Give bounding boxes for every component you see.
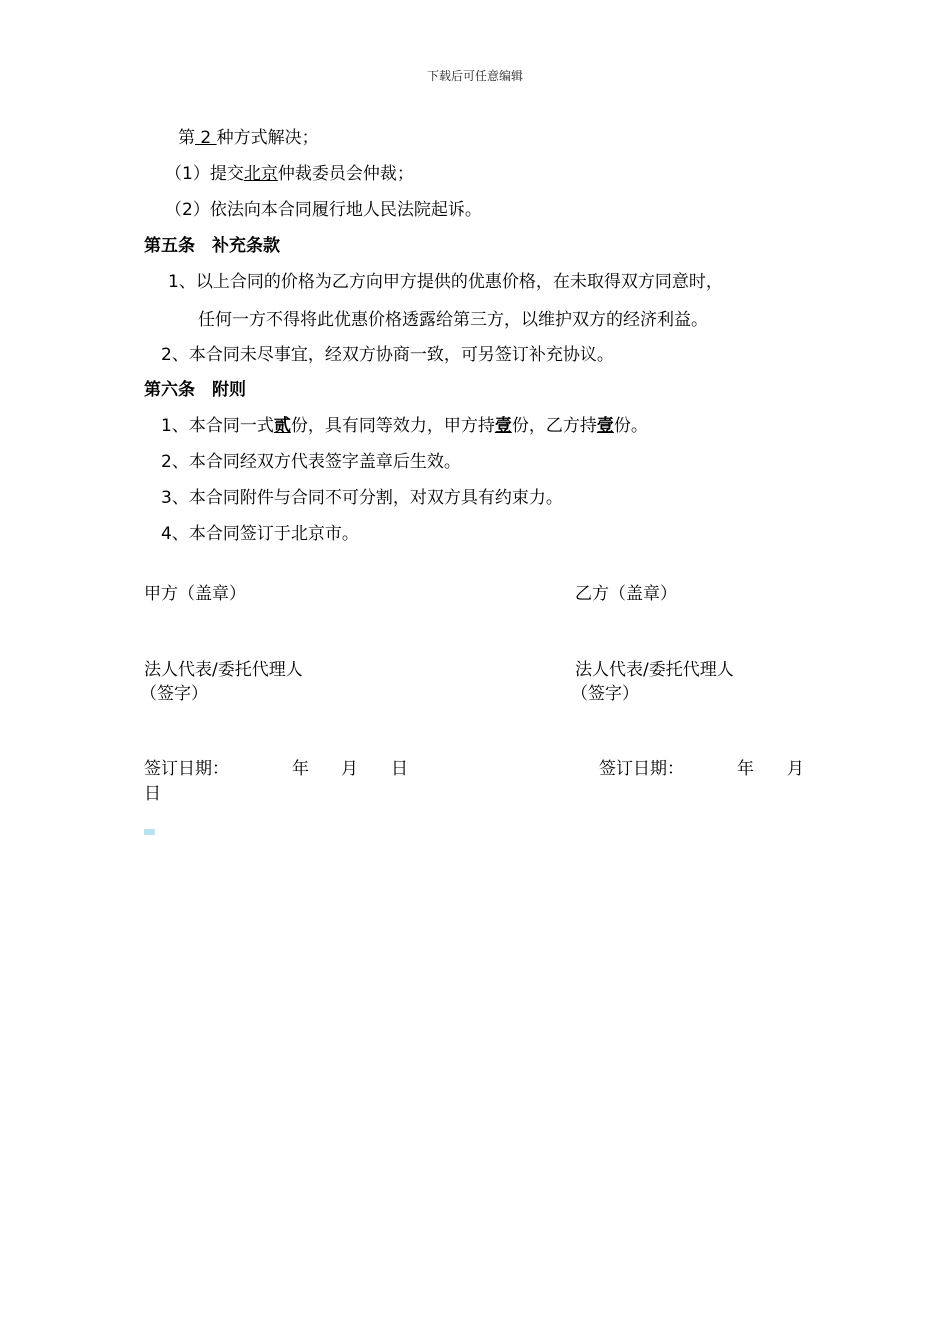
party-b-signature-label: （签字） (571, 684, 639, 704)
dispute-method-suffix: 种方式解决； (216, 128, 319, 148)
item1-text-a: 1、本合同一式 (161, 416, 274, 436)
article-6-item-4: 4、本合同签订于北京市。 (161, 524, 359, 544)
party-a-date-label: 签订日期： (144, 759, 229, 779)
party-b-representative-label: 法人代表/委托代理人 (575, 660, 734, 680)
article-6-item-3: 3、本合同附件与合同不可分割，对双方具有约束力。 (161, 488, 563, 508)
party-b-date-label: 签订日期： (599, 759, 684, 779)
article-5-item-2: 2、本合同未尽事宜，经双方协商一致，可另签订补充协议。 (161, 345, 614, 365)
dispute-option-1 (165, 163, 414, 185)
arbitration-city: 北京 (243, 164, 278, 184)
party-b-date-day: 日 (144, 784, 161, 804)
party-b-copies: 壹 (596, 416, 614, 436)
article-5-item-1-line-1: 1、以上合同的价格为乙方向甲方提供的优惠价格，在未取得双方同意时， (168, 272, 723, 292)
article-6-item-1 (161, 415, 648, 437)
page-header-note: 下载后可任意编辑 (426, 69, 523, 83)
party-b-date-month: 月 (787, 759, 804, 779)
option1-suffix: 仲裁委员会仲裁； (277, 164, 414, 184)
party-a-date-year: 年 (292, 759, 309, 779)
dispute-option-2: （2）依法向本合同履行地人民法院起诉。 (165, 200, 482, 220)
option1-prefix: （1）提交 (165, 164, 244, 184)
party-a-date-month: 月 (341, 759, 358, 779)
party-b-seal-label: 乙方（盖章） (575, 584, 677, 604)
party-a-signature-label: （签字） (140, 684, 208, 704)
article-5-heading: 第五条 补充条款 (144, 236, 280, 256)
dispute-method-prefix: 第 (178, 128, 195, 148)
item1-text-b: 份，具有同等效力，甲方持 (290, 416, 495, 436)
article-5-item-1-line-2: 任何一方不得将此优惠价格透露给第三方，以维护双方的经济利益。 (198, 310, 708, 330)
item1-text-c: 份，乙方持 (511, 416, 597, 436)
dispute-method-number: 2 (195, 128, 217, 148)
party-b-date-year: 年 (737, 759, 754, 779)
party-a-representative-label: 法人代表/委托代理人 (144, 660, 303, 680)
article-6-heading: 第六条 附则 (144, 380, 246, 400)
party-a-date-day: 日 (391, 759, 408, 779)
article-6-item-2: 2、本合同经双方代表签字盖章后生效。 (161, 452, 461, 472)
copy-count: 贰 (273, 416, 291, 436)
party-a-copies: 壹 (494, 416, 512, 436)
item1-text-d: 份。 (613, 416, 648, 436)
cursor-marker (144, 829, 155, 835)
party-a-seal-label: 甲方（盖章） (144, 584, 246, 604)
dispute-method-line (178, 127, 319, 149)
